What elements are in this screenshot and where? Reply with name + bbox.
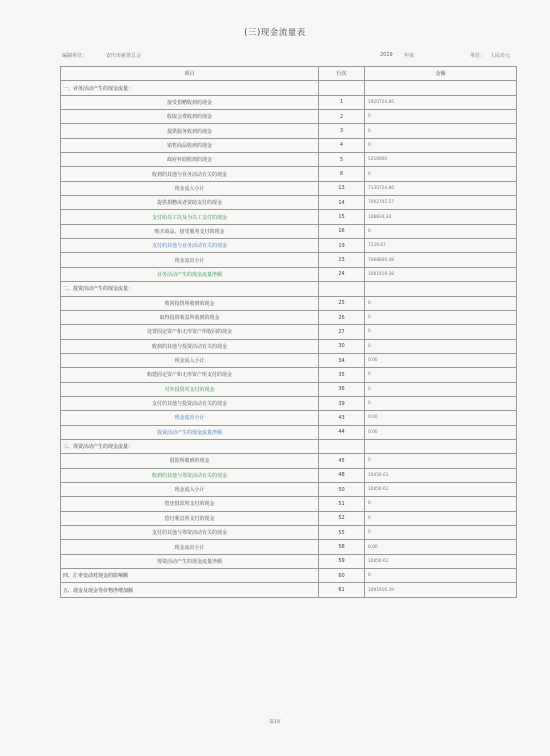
row-amount: 0 [365,124,517,138]
table-row [61,511,517,525]
row-item: 二、投资活动产生的现金流量： [61,282,319,296]
row-amount: 1920724.86 [365,95,517,109]
row-amount: 1091916.39 [365,583,517,597]
row-line-number [319,81,365,95]
row-amount: 0 [365,511,517,525]
row-line-number: 4 [319,138,365,152]
row-item: 支付的其他与投资活动有关的现金 [61,396,319,410]
row-item: 支付的其他与业务活动有关的现金 [61,239,319,253]
row-amount: 0 [365,382,517,396]
report-year: 2019 [380,52,393,58]
table-row [61,253,517,267]
table-header-row [61,67,517,81]
meta-row [60,52,516,62]
row-line-number: 23 [319,253,365,267]
row-line-number: 16 [319,224,365,238]
table-row [61,425,517,439]
row-amount: 0 [365,296,517,310]
table-row [61,411,517,425]
row-amount: 0.00 [365,540,517,554]
row-line-number: 24 [319,267,365,281]
row-item: 提供捐赠或者资助支付的现金 [61,196,319,210]
header-line: 行次 [319,67,365,81]
year-label: 年度 [404,53,415,59]
table-row [61,569,517,583]
row-line-number [319,439,365,453]
row-line-number: 58 [319,540,365,554]
row-amount: 0 [365,167,517,181]
header-item: 项目 [61,67,319,81]
row-line-number: 13 [319,181,365,195]
row-item: 支付给员工以及为员工支付的现金 [61,210,319,224]
row-item: 处置固定资产和无形资产所收回的现金 [61,325,319,339]
row-item: 取得投资收益所收到的现金 [61,310,319,324]
row-line-number: 15 [319,210,365,224]
row-item: 三、筹资活动产生的现金流量： [61,439,319,453]
row-item: 对外投资所支付的现金 [61,382,319,396]
row-line-number: 26 [319,310,365,324]
row-item: 政府补助收到的现金 [61,153,319,167]
page-title: (三)现金流量表 [244,28,306,38]
table-row [61,325,517,339]
table-row [61,224,517,238]
table-row [61,110,517,124]
row-line-number [319,282,365,296]
row-item: 现金流出小计 [61,411,319,425]
table-row [61,382,517,396]
row-amount: 108834.34 [365,210,517,224]
row-line-number: 36 [319,382,365,396]
row-amount: 0 [365,497,517,511]
table-row [61,167,517,181]
row-amount: 7130724.86 [365,181,517,195]
row-item: 收回投资所收到的现金 [61,296,319,310]
row-item: 筹资活动产生的现金流量净额 [61,554,319,568]
row-line-number: 55 [319,526,365,540]
row-line-number: 27 [319,325,365,339]
unit-value: 人民币元 [490,53,511,59]
row-line-number: 39 [319,396,365,410]
table-row [61,296,517,310]
row-item: 收到的其他与投资活动有关的现金 [61,339,319,353]
row-line-number: 35 [319,368,365,382]
row-item: 现金流出小计 [61,253,319,267]
table-row [61,239,517,253]
row-line-number: 60 [319,569,365,583]
row-amount: 0.00 [365,411,517,425]
row-line-number: 51 [319,497,365,511]
table-row [61,396,517,410]
row-item: 借款所收到的现金 [61,454,319,468]
table-row [61,310,517,324]
table-row [61,454,517,468]
page-number: 第3页 [269,720,281,725]
row-item: 收取会费收到的现金 [61,110,319,124]
table-row [61,339,517,353]
row-amount: 0 [365,569,517,583]
row-amount: 0 [365,368,517,382]
row-item: 现金流入小计 [61,482,319,496]
row-item: 业务活动产生的现金流量净额 [61,267,319,281]
table-row [61,540,517,554]
row-line-number: 48 [319,468,365,482]
row-line-number: 14 [319,196,365,210]
row-amount: 7226.67 [365,239,517,253]
row-line-number: 8 [319,167,365,181]
row-line-number: 34 [319,353,365,367]
table-row [61,196,517,210]
table-row [61,153,517,167]
row-item: 投资活动产生的现金流量净额 [61,425,319,439]
row-amount: 0 [365,224,517,238]
row-line-number: 44 [319,425,365,439]
row-line-number: 45 [319,454,365,468]
table-body [61,81,517,597]
table-row [61,181,517,195]
row-amount [365,282,517,296]
row-line-number: 2 [319,110,365,124]
row-item: 收到的其他与筹资活动有关的现金 [61,468,319,482]
row-item: 接受捐赠收到的现金 [61,95,319,109]
row-line-number: 61 [319,583,365,597]
row-amount: 0 [365,454,517,468]
row-amount: 0 [365,339,517,353]
table-row [61,95,517,109]
row-item: 收到的其他与业务活动有关的现金 [61,167,319,181]
row-line-number: 59 [319,554,365,568]
row-item: 五、现金及现金等价物净增加额 [61,583,319,597]
table-row [61,583,517,597]
table-row [61,282,517,296]
row-item: 购建固定资产和无形资产所支付的现金 [61,368,319,382]
row-item: 销售商品收到的现金 [61,138,319,152]
row-line-number: 5 [319,153,365,167]
row-amount: 0 [365,138,517,152]
row-line-number: 30 [319,339,365,353]
row-item: 四、汇率变动对现金的影响额 [61,569,319,583]
row-item: 支付的其他与筹资活动有关的现金 [61,526,319,540]
cash-flow-table [60,66,517,598]
table-row [61,124,517,138]
table-row [61,482,517,496]
row-amount: 0 [365,526,517,540]
table-row [61,526,517,540]
row-amount: 1081919.38 [365,267,517,281]
table-row [61,554,517,568]
row-line-number: 50 [319,482,365,496]
row-item: 现金流入小计 [61,353,319,367]
row-amount: 10456.61 [365,482,517,496]
org-label: 编制单位： [62,53,88,59]
table-row [61,138,517,152]
row-amount: 10456.61 [365,468,517,482]
row-amount: 10456.61 [365,554,517,568]
row-line-number: 19 [319,239,365,253]
row-amount [365,81,517,95]
table-row [61,497,517,511]
table-row [61,210,517,224]
table-row [61,439,517,453]
unit-label: 单位： [470,53,486,59]
row-amount: 7068806.48 [365,253,517,267]
row-amount: 0 [365,110,517,124]
row-line-number: 1 [319,95,365,109]
row-item: 现金流入小计 [61,181,319,195]
table-row [61,468,517,482]
table-row [61,81,517,95]
row-amount: 0 [365,396,517,410]
row-item: 偿还借款所支付的现金 [61,497,319,511]
table-row [61,353,517,367]
row-amount: 0.00 [365,425,517,439]
row-amount: 0 [365,310,517,324]
row-amount: 7002745.57 [365,196,517,210]
row-amount: 0.00 [365,353,517,367]
row-amount: 0 [365,325,517,339]
row-line-number: 3 [319,124,365,138]
row-amount: 5210000 [365,153,517,167]
row-item: 提供服务收到的现金 [61,124,319,138]
row-amount [365,439,517,453]
table-row [61,267,517,281]
row-line-number: 25 [319,296,365,310]
table-row [61,368,517,382]
row-item: 现金流出小计 [61,540,319,554]
org-value: 安庆市慈善总会 [106,53,142,59]
row-line-number: 52 [319,511,365,525]
row-item: 一、业务活动产生的现金流量： [61,81,319,95]
row-item: 购买商品、接受服务支付的现金 [61,224,319,238]
row-item: 偿付利息所支付的现金 [61,511,319,525]
header-amount: 金额 [365,67,517,81]
row-line-number: 43 [319,411,365,425]
